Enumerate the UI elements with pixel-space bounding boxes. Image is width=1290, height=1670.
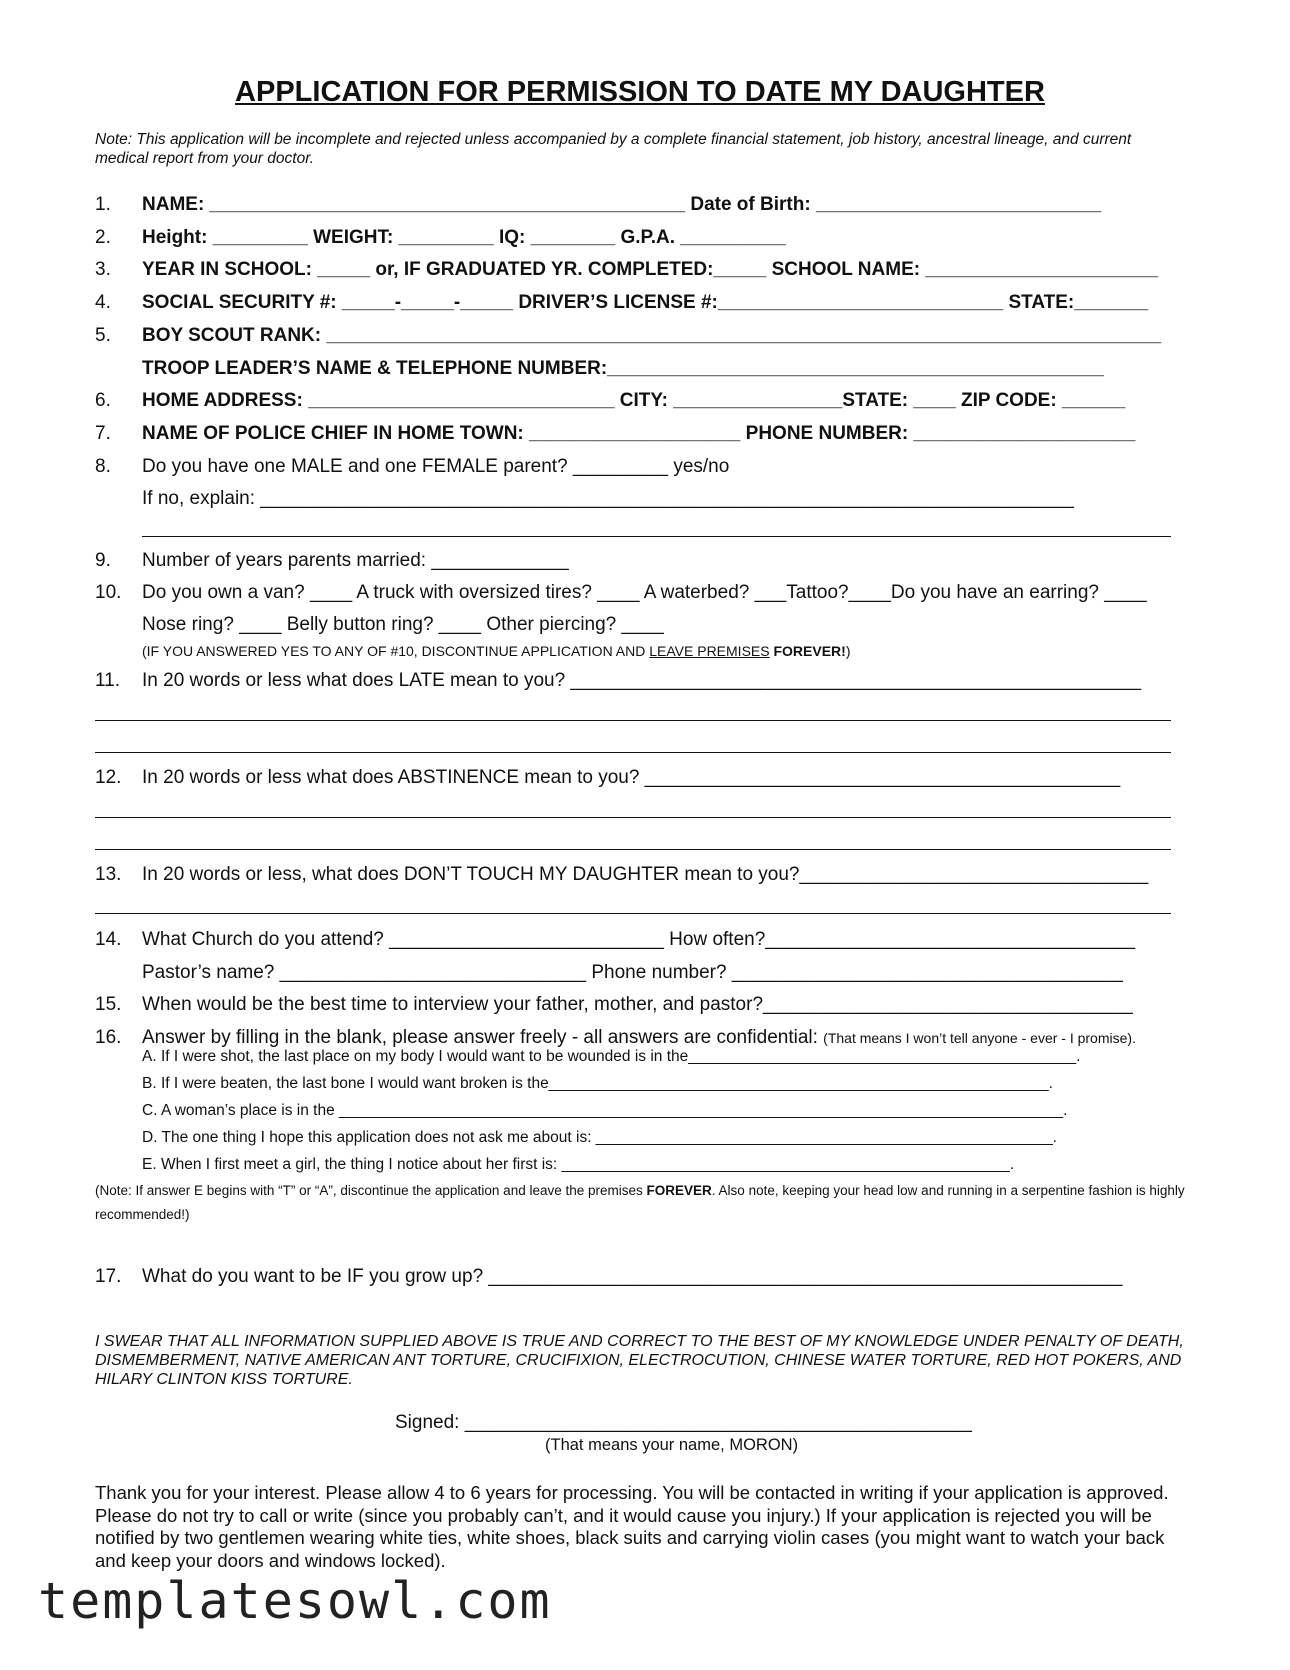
answer-line[interactable] xyxy=(142,536,1171,537)
years-married-field[interactable]: Number of years parents married: _____________ xyxy=(142,550,569,571)
question-number: 1. xyxy=(95,194,111,215)
id-fields[interactable]: SOCIAL SECURITY #: _____-_____-_____ DRIVER’S LICENSE #:___________________________ STATE:_______ xyxy=(142,292,1149,313)
blank-c-field[interactable]: C. A woman’s place is in the ____________________________________________________________________________________. xyxy=(142,1102,1068,1119)
late-field[interactable]: In 20 words or less what does LATE mean to you? ______________________________________________________ xyxy=(142,670,1142,691)
watermark: templatesowl.com xyxy=(38,1572,552,1630)
blank-e-field[interactable]: E. When I first meet a girl, the thing I notice about her first is: ____________________________________________________. xyxy=(142,1156,1015,1173)
scout-rank-field[interactable]: BOY SCOUT RANK: _______________________________________________________________________________ xyxy=(142,325,1162,346)
signature-field[interactable]: Signed: ________________________________________________ xyxy=(395,1412,972,1433)
police-chief-fields[interactable]: NAME OF POLICE CHIEF IN HOME TOWN: ____________________ PHONE NUMBER: _____________________ xyxy=(142,423,1136,444)
question-16-text: Answer by filling in the blank, please answer freely - all answers are confidential: xyxy=(142,1027,824,1048)
question-number: 7. xyxy=(95,423,111,444)
question-number: 4. xyxy=(95,292,111,313)
question-number: 2. xyxy=(95,227,111,248)
signature-note: (That means your name, MORON) xyxy=(545,1436,799,1454)
pastor-fields[interactable]: Pastor’s name? _____________________________ Phone number? _____________________________________ xyxy=(142,962,1123,983)
page-title: APPLICATION FOR PERMISSION TO DATE MY DAUGHTER xyxy=(235,76,1045,108)
note-forever: FOREVER xyxy=(646,1183,712,1198)
warning-emphasis: LEAVE PREMISES xyxy=(649,643,770,659)
question-number: 16. xyxy=(95,1027,122,1048)
question-number: 15. xyxy=(95,994,122,1015)
dob-field[interactable]: : ___________________________ xyxy=(804,194,1102,215)
blank-a-field[interactable]: A. If I were shot, the last place on my body I would want to be wounded is in the_____________________________________________. xyxy=(142,1048,1081,1065)
explain-field[interactable]: If no, explain: _____________________________________________________________________________ xyxy=(142,488,1074,509)
name-field[interactable]: NAME: _____________________________________________ xyxy=(142,194,691,215)
warning-close: ) xyxy=(845,643,851,659)
note-text-end: . Also note, keeping your head low and running in a serpentine fashion is highly recommended!) xyxy=(95,1183,1185,1222)
warning-forever: FOREVER! xyxy=(773,643,846,659)
blank-b-field[interactable]: B. If I were beaten, the last bone I would want broken is the__________________________________________________________. xyxy=(142,1075,1053,1092)
question-number: 6. xyxy=(95,390,111,411)
question-number: 12. xyxy=(95,767,122,788)
oath-statement: I SWEAR THAT ALL INFORMATION SUPPLIED ABOVE IS TRUE AND CORRECT TO THE BEST OF MY KNOWLEDGE UNDER PENALTY OF DEATH, DISMEMBERMENT, NATIVE AMERICAN ANT TORTURE, CRUCIFIXION, ELECTROCUTION, CHINESE WATER TORTURE, RED HOT POKERS, AND HILARY CLINTON KISS TORTURE. xyxy=(95,1333,1184,1388)
closing-paragraph: Thank you for your interest. Please allow 4 to 6 years for processing. You will be contacted in writing if your application is approved. Please do not try to call or write (since you probably can’t, and it would cause you injury.) If your application is rejected you will be notified by two gentlemen wearing white ties, white shoes, black suits and carrying violin cases (you might want to watch your back and keep your doors and windows locked). xyxy=(95,1482,1169,1571)
answer-line[interactable] xyxy=(95,849,1171,850)
address-fields[interactable]: HOME ADDRESS: _____________________________ CITY: ________________STATE: ____ ZIP CODE: ______ xyxy=(142,390,1126,411)
blank-d-field[interactable]: D. The one thing I hope this application does not ask me about is: _____________________________________________________. xyxy=(142,1129,1057,1146)
dob-label: Date of Birth xyxy=(690,194,805,215)
answer-line[interactable] xyxy=(95,817,1171,818)
troop-leader-field[interactable]: TROOP LEADER’S NAME & TELEPHONE NUMBER:_______________________________________________ xyxy=(142,358,1104,379)
abstinence-field[interactable]: In 20 words or less what does ABSTINENCE mean to you? _____________________________________________ xyxy=(142,767,1121,788)
question-number: 9. xyxy=(95,550,111,571)
answer-line[interactable] xyxy=(95,913,1171,914)
grow-up-field[interactable]: What do you want to be IF you grow up? ____________________________________________________________ xyxy=(142,1266,1123,1287)
intro-note: Note: This application will be incomplete and rejected unless accompanied by a complete financial statement, job history, ancestral lineage, and current medical report from your doctor. xyxy=(95,131,1132,167)
piercings-fields[interactable]: Nose ring? ____ Belly button ring? ____ Other piercing? ____ xyxy=(142,614,664,635)
question-16-note xyxy=(95,1179,1185,1227)
possessions-fields[interactable]: Do you own a van? ____ A truck with oversized tires? ____ A waterbed? ___Tattoo?____Do you have an earring? ____ xyxy=(142,582,1147,603)
question-number: 8. xyxy=(95,456,111,477)
parents-field[interactable]: Do you have one MALE and one FEMALE parent? _________ yes/no xyxy=(142,456,730,477)
answer-line[interactable] xyxy=(95,752,1171,753)
confidential-aside: (That means I won’t tell anyone - ever - I promise). xyxy=(823,1030,1136,1046)
question-number: 5. xyxy=(95,325,111,346)
question-number: 11. xyxy=(95,670,121,691)
question-number: 13. xyxy=(95,864,122,885)
warning-text: (IF YOU ANSWERED YES TO ANY OF #10, DISCONTINUE APPLICATION AND xyxy=(142,643,650,659)
question-number: 3. xyxy=(95,259,111,280)
question-number: 17. xyxy=(95,1266,122,1287)
school-fields[interactable]: YEAR IN SCHOOL: _____ or, IF GRADUATED YR. COMPLETED:_____ SCHOOL NAME: ______________________ xyxy=(142,259,1158,280)
question-number: 10. xyxy=(95,582,122,603)
dont-touch-field[interactable]: In 20 words or less, what does DON’T TOUCH MY DAUGHTER mean to you?_________________________________ xyxy=(142,864,1149,885)
answer-line[interactable] xyxy=(95,720,1171,721)
church-fields[interactable]: What Church do you attend? __________________________ How often?___________________________________ xyxy=(142,929,1136,950)
question-number: 14. xyxy=(95,929,122,950)
measurements-fields[interactable]: Height: _________ WEIGHT: _________ IQ: ________ G.P.A. __________ xyxy=(142,227,786,248)
note-text: (Note: If answer E begins with “T” or “A”, discontinue the application and leave the premises xyxy=(95,1183,647,1198)
interview-time-field[interactable]: When would be the best time to interview your father, mother, and pastor?___________________________________ xyxy=(142,994,1133,1015)
